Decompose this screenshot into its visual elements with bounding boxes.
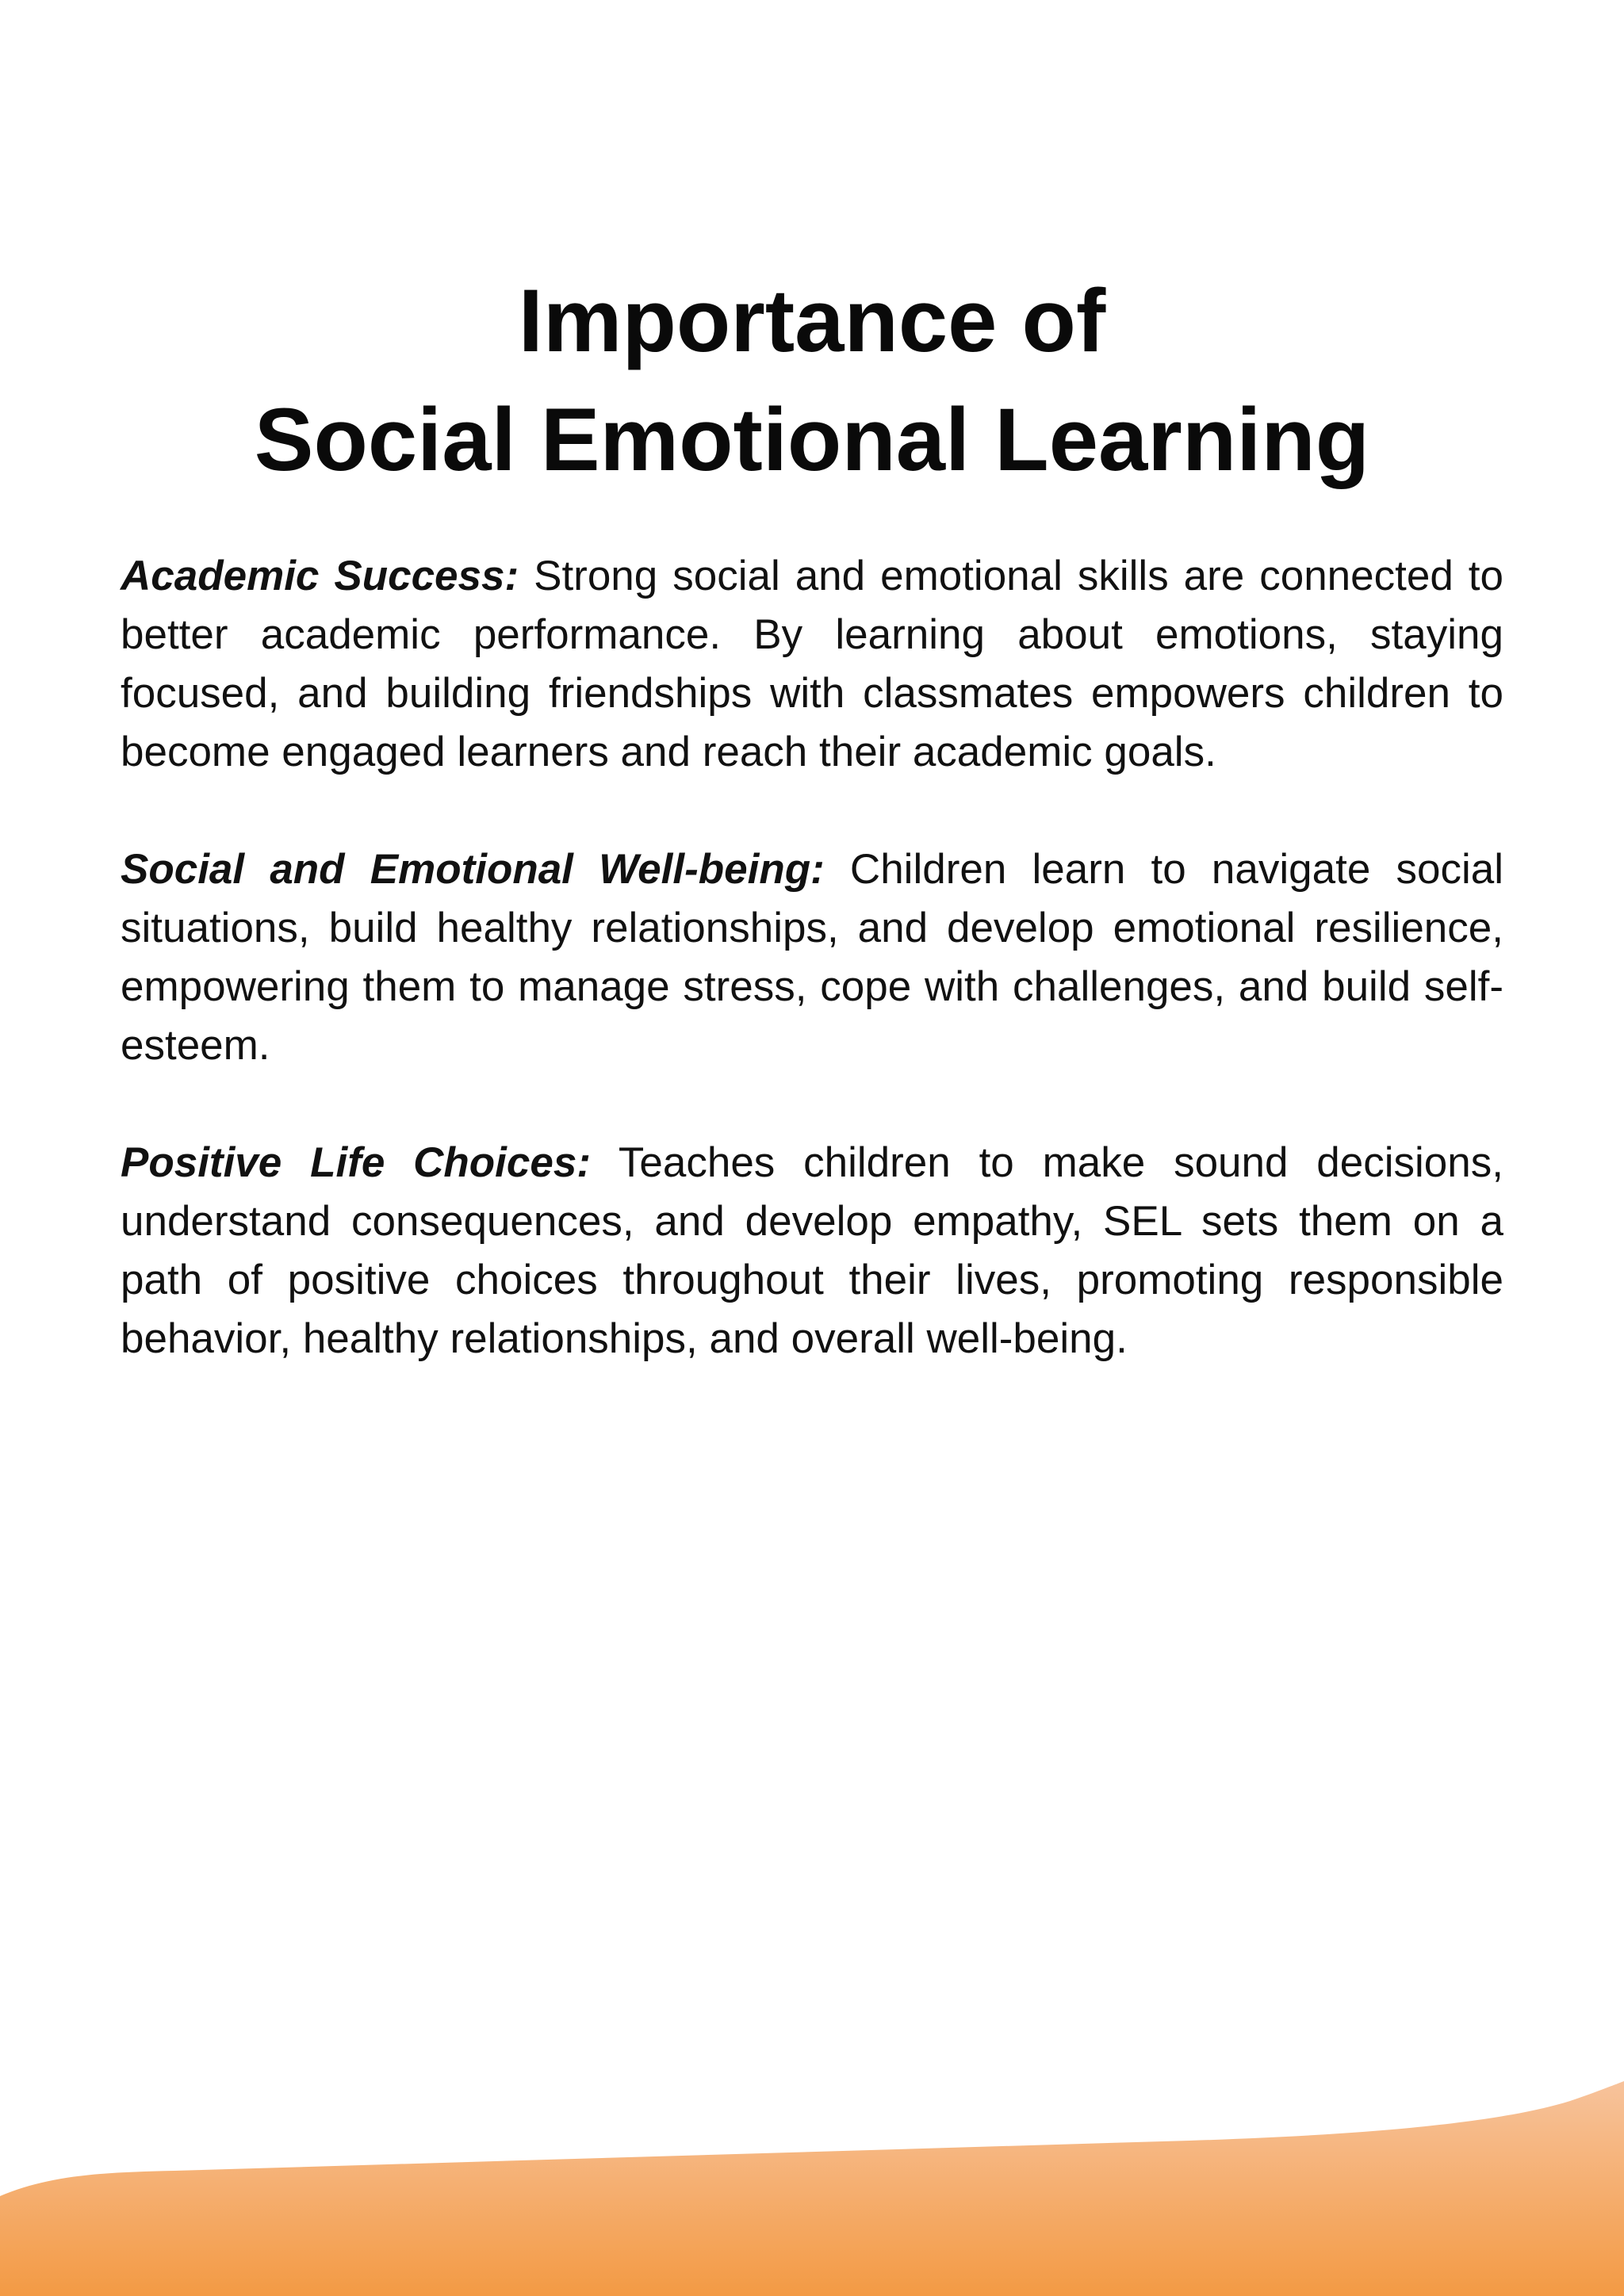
section-heading: Social and Emotional Well-being: (121, 846, 825, 893)
decorative-wave (0, 2061, 1624, 2296)
section-social-emotional-wellbeing (121, 840, 1503, 1075)
section-body: Strong social and emotional skills are connected to better academic performance. By learning about emotions, staying focused, and building friendships with classmates empowers children to become engaged learners and reach their academic goals. (121, 553, 1503, 775)
section-heading: Positive Life Choices: (121, 1139, 591, 1186)
content-body (121, 547, 1503, 1427)
page-title (0, 262, 1624, 499)
section-academic-success (121, 547, 1503, 782)
wave-shape (0, 2081, 1624, 2296)
section-body: Children learn to navigate social situations, build healthy relationships, and develop emotional resilience, empowering them to manage stress, cope with challenges, and build self-esteem. (121, 846, 1503, 1069)
section-heading: Academic Success: (121, 553, 519, 599)
section-body: Teaches children to make sound decisions, understand consequences, and develop empathy, SEL sets them on a path of positive choices throughout their lives, promoting responsible behavior, healthy relationships, and overall well-being. (121, 1139, 1503, 1362)
title-line-2: Social Emotional Learning (254, 390, 1370, 489)
title-line-1: Importance of (518, 271, 1106, 370)
section-positive-life-choices (121, 1134, 1503, 1368)
